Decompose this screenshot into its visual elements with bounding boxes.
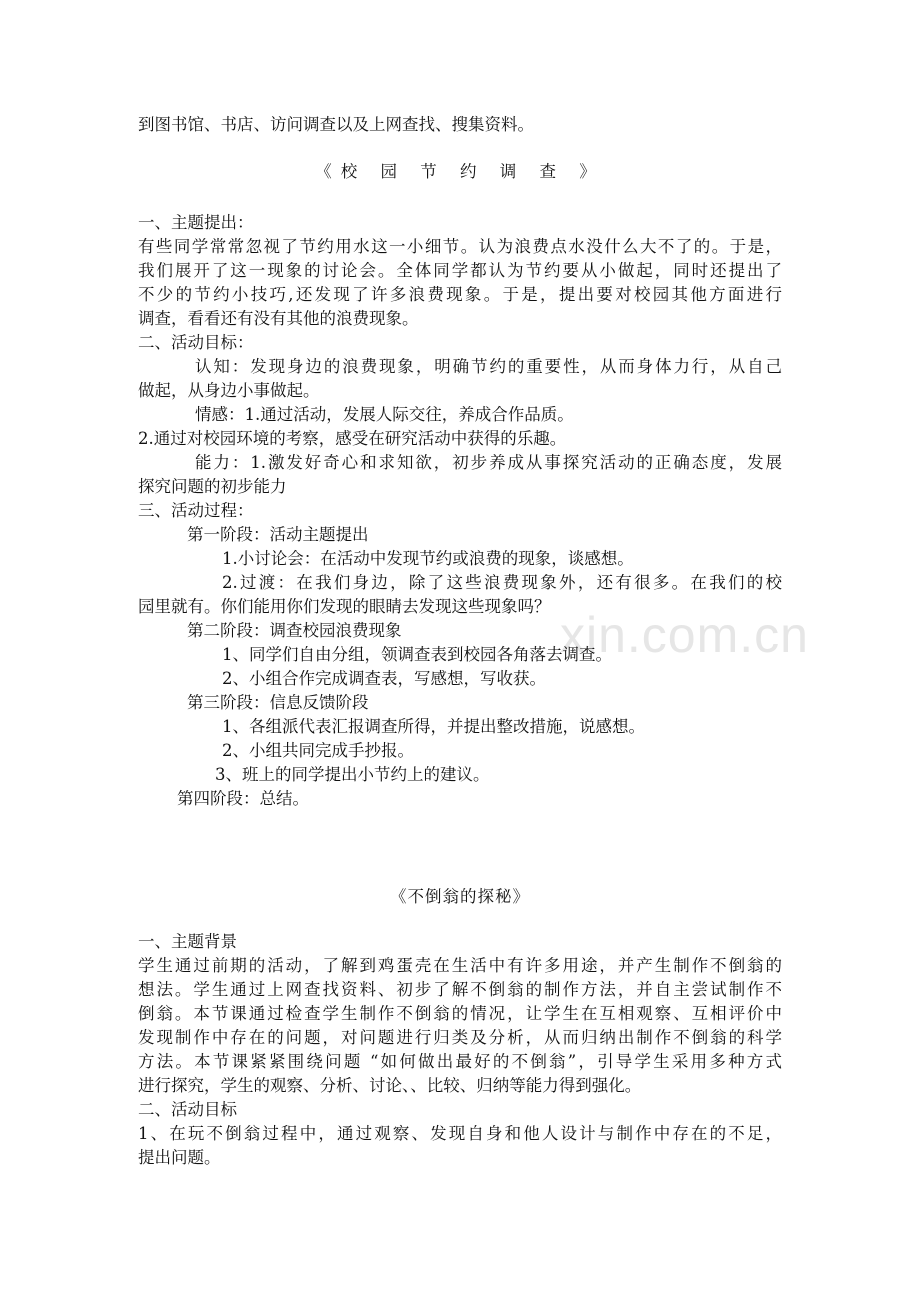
paragraph-line: 学生通过前期的活动，了解到鸡蛋壳在生活中有许多用途，并产生制作不倒翁的 bbox=[138, 956, 782, 975]
paragraph-line: 不少的节约小技巧,还发现了许多浪费现象。于是，提出要对校园其他方面进行 bbox=[138, 285, 782, 304]
article-title-campus-saving: 《校 园 节 约 调 查 》 bbox=[315, 162, 605, 181]
stage-item: 3、班上的同学提出小节约上的建议。 bbox=[215, 765, 490, 784]
stage-heading: 第四阶段：总结。 bbox=[177, 789, 309, 808]
stage-item: 园里就有。你们能用你们发现的眼睛去发现这些现象吗？ bbox=[138, 597, 551, 616]
stage-item: 2.过渡：在我们身边，除了这些浪费现象外，还有很多。在我们的校 bbox=[222, 573, 782, 592]
stage-item: 1、各组派代表汇报调查所得，并提出整改措施，说感想。 bbox=[222, 717, 645, 736]
goal-ability-line: 能力：1.激发好奇心和求知欲，初步养成从事探究活动的正确态度，发展 bbox=[195, 453, 782, 472]
section-heading-process: 三、活动过程： bbox=[138, 501, 254, 520]
paragraph-line: 进行探究，学生的观察、分析、讨论、、比较、归纳等能力得到强化。 bbox=[138, 1076, 642, 1095]
intro-line: 到图书馆、书店、访问调查以及上网查找、搜集资料。 bbox=[138, 115, 534, 134]
watermark-text: xin.com.cn bbox=[560, 607, 809, 663]
paragraph-line: 提出问题。 bbox=[138, 1148, 221, 1167]
paragraph-line: 倒翁。本节课通过检查学生制作不倒翁的情况，让学生在互相观察、互相评价中 bbox=[138, 1004, 782, 1023]
goal-emotion-line: 情感：1.通过活动，发展人际交往，养成合作品质。 bbox=[195, 405, 574, 424]
paragraph-line: 有些同学常常忽视了节约用水这一小细节。认为浪费点水没什么大不了的。于是， bbox=[138, 237, 782, 256]
goal-emotion-line: 2.通过对校园环境的考察，感受在研究活动中获得的乐趣。 bbox=[138, 429, 567, 448]
goal-cognition-line: 认知：发现身边的浪费现象，明确节约的重要性，从而身体力行，从自己 bbox=[195, 357, 782, 376]
goal-ability-line: 探究问题的初步能力 bbox=[138, 477, 287, 496]
stage-item: 1、同学们自由分组，领调查表到校园各角落去调查。 bbox=[222, 645, 612, 664]
section-heading-topic: 一、主题提出： bbox=[138, 213, 254, 232]
section-heading-goals: 二、活动目标 bbox=[138, 1100, 237, 1119]
stage-item: 1.小讨论会：在活动中发现节约或浪费的现象，谈感想。 bbox=[222, 549, 634, 568]
stage-heading: 第二阶段：调查校园浪费现象 bbox=[187, 621, 402, 640]
stage-item: 2、小组合作完成调查表，写感想，写收获。 bbox=[222, 669, 546, 688]
goal-cognition-line: 做起，从身边小事做起。 bbox=[138, 381, 320, 400]
section-heading-goals: 二、活动目标： bbox=[138, 333, 254, 352]
paragraph-line: 1、在玩不倒翁过程中，通过观察、发现自身和他人设计与制作中存在的不足， bbox=[138, 1124, 782, 1143]
paragraph-line: 发现制作中存在的问题，对问题进行归类及分析，从而归纳出制作不倒翁的科学 bbox=[138, 1028, 782, 1047]
paragraph-line: 方法。本节课紧紧围绕问题 “如何做出最好的不倒翁”，引导学生采用多种方式 bbox=[138, 1052, 782, 1071]
article-title-tumbler: 《不倒翁的探秘》 bbox=[390, 887, 530, 906]
stage-heading: 第三阶段：信息反馈阶段 bbox=[187, 693, 369, 712]
stage-heading: 第一阶段：活动主题提出 bbox=[187, 525, 369, 544]
paragraph-line: 我们展开了这一现象的讨论会。全体同学都认为节约要从小做起，同时还提出了 bbox=[138, 261, 782, 280]
stage-item: 2、小组共同完成手抄报。 bbox=[222, 741, 414, 760]
paragraph-line: 调查，看看还有没有其他的浪费现象。 bbox=[138, 309, 419, 328]
paragraph-line: 想法。学生通过上网查找资料、初步了解不倒翁的制作方法，并自主尝试制作不 bbox=[138, 980, 782, 999]
section-heading-background: 一、主题背景 bbox=[138, 932, 237, 951]
